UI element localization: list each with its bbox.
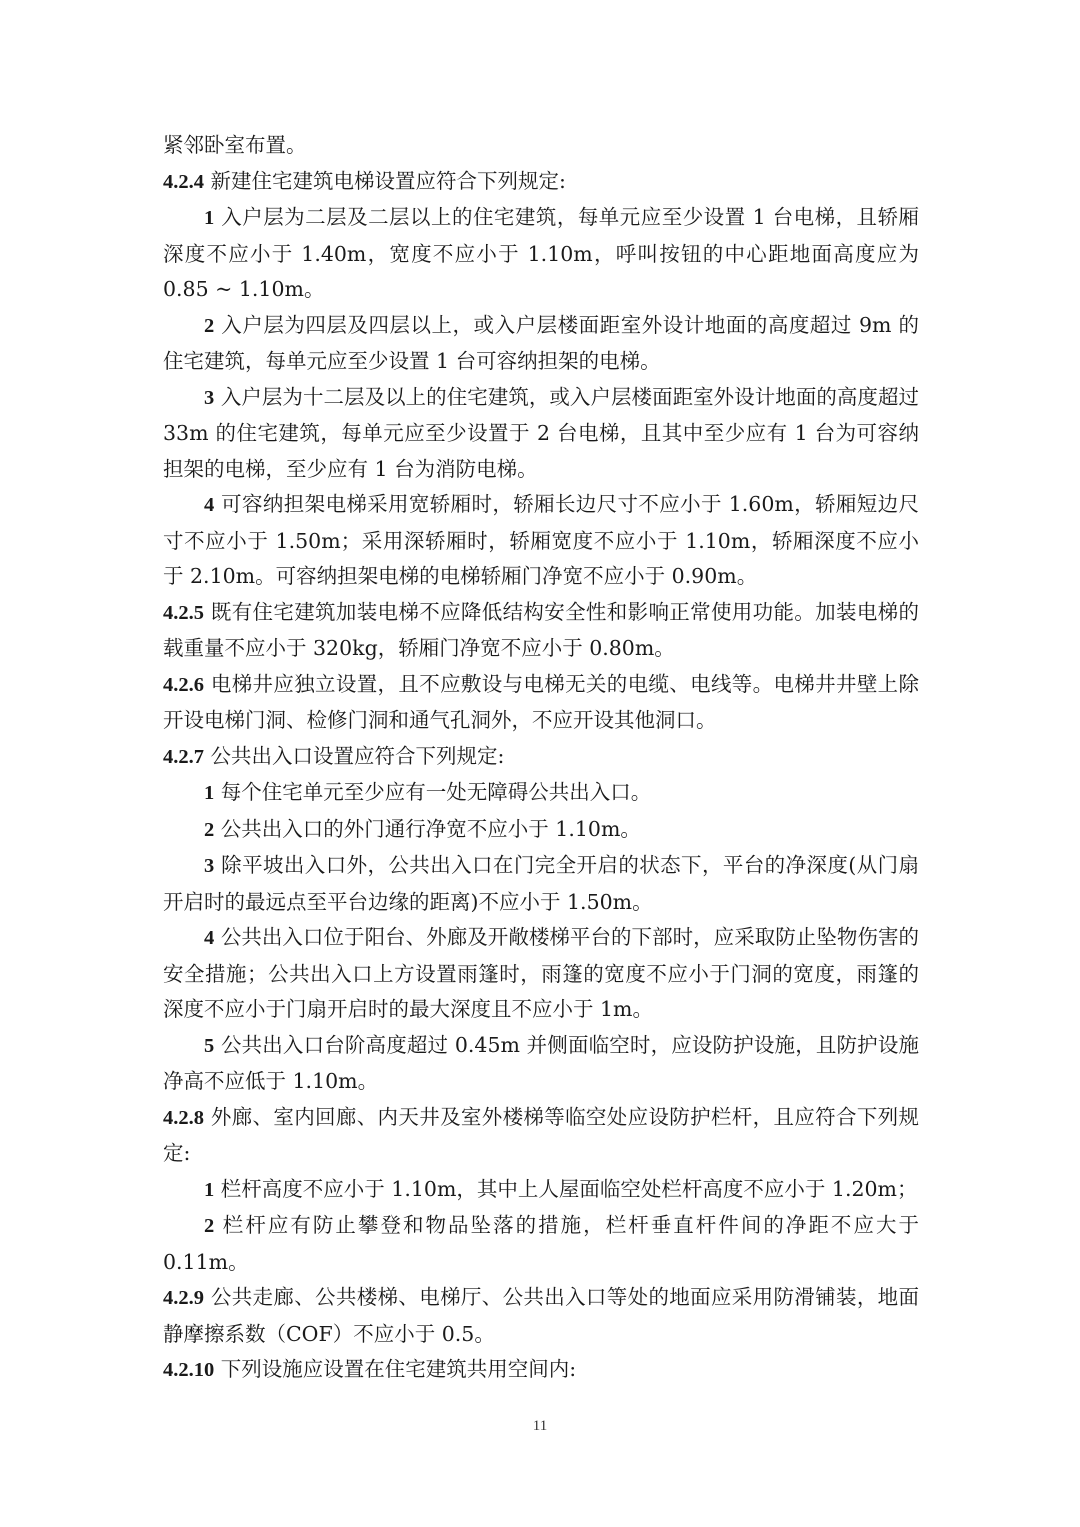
item-text: 栏杆应有防止攀登和物品坠落的措施，栏杆垂直杆件间的净距不应大于 0.11m。 <box>163 1213 919 1274</box>
item-text: 每个住宅单元至少应有一处无障碍公共出入口。 <box>220 780 652 804</box>
item-number: 2 <box>204 818 215 841</box>
item-text: 可容纳担架电梯采用宽轿厢时，轿厢长边尺寸不应小于 1.60m，轿厢短边尺寸不应小于 1.50m；采用深轿厢时，轿厢宽度不应小于 1.10m，轿厢深度不应小于 2.10m。可容纳担架电梯的电梯轿厢门净宽不应小于 0.90m。 <box>163 492 919 588</box>
item-number: 1 <box>204 782 215 804</box>
clause-text: 电梯井应独立设置，且不应敷设与电梯无关的电缆、电线等。电梯井井壁上除开设电梯门洞、检修门洞和通气孔洞外，不应开设其他洞口。 <box>163 671 919 732</box>
clause <box>163 739 919 776</box>
sub-item <box>163 1172 919 1209</box>
clause-number: 4.2.5 <box>163 601 204 624</box>
sub-item <box>163 1208 919 1280</box>
clause-number: 4.2.9 <box>163 1287 204 1309</box>
item-text: 栏杆高度不应小于 1.10m，其中上人屋面临空处栏杆高度不应小于 1.20m； <box>220 1176 918 1201</box>
item-number: 3 <box>204 386 215 409</box>
clause-text: 既有住宅建筑加装电梯不应降低结构安全性和影响正常使用功能。加装电梯的载重量不应小于 320kg，轿厢门净宽不应小于 0.80m。 <box>163 599 919 660</box>
sub-item <box>163 848 919 920</box>
clause-text: 新建住宅建筑电梯设置应符合下列规定: <box>210 168 566 193</box>
sub-item <box>163 812 919 849</box>
page-number: 11 <box>532 1418 548 1434</box>
item-number: 5 <box>204 1034 215 1057</box>
item-number: 3 <box>204 855 215 877</box>
item-number: 1 <box>204 207 215 229</box>
sub-item <box>163 775 919 812</box>
sub-item <box>163 920 919 1028</box>
item-number: 4 <box>204 494 215 516</box>
sub-item <box>163 487 919 595</box>
clause <box>163 1100 919 1172</box>
clause-text: 公共出入口设置应符合下列规定: <box>210 743 505 768</box>
clause-text: 下列设施应设置在住宅建筑共用空间内: <box>220 1357 577 1381</box>
clause-number: 4.2.8 <box>163 1106 204 1129</box>
body-text <box>163 128 919 1389</box>
item-number: 2 <box>204 314 215 337</box>
item-text: 入户层为四层及四层以上，或入户层楼面距室外设计地面的高度超过 9m 的住宅建筑，每单元应至少设置 1 台可容纳担架的电梯。 <box>163 312 919 373</box>
item-text: 入户层为二层及二层以上的住宅建筑，每单元应至少设置 1 台电梯，且轿厢深度不应小于 1.40m，宽度不应小于 1.10m，呼叫按钮的中心距地面高度应为 0.85 ~ 1.10m。 <box>163 205 919 301</box>
paragraph-text: 紧邻卧室布置。 <box>163 133 307 157</box>
clause <box>163 1280 919 1352</box>
item-number: 1 <box>204 1178 215 1201</box>
item-text: 除平坡出入口外，公共出入口在门完全开启的状态下，平台的净深度(从门扇开启时的最远点至平台边缘的距离)不应小于 1.50m。 <box>163 853 919 914</box>
clause-number: 4.2.10 <box>163 1359 215 1381</box>
item-text: 公共出入口位于阳台、外廊及开敞楼梯平台的下部时，应采取防止坠物伤害的安全措施；公共出入口上方设置雨篷时，雨篷的宽度不应小于门洞的宽度，雨篷的深度不应小于门扇开启时的最大深度且不应小于 1m。 <box>163 925 919 1021</box>
item-number: 2 <box>204 1215 215 1237</box>
item-text: 入户层为十二层及以上的住宅建筑，或入户层楼面距室外设计地面的高度超过 33m 的住宅建筑，每单元应至少设置于 2 台电梯，且其中至少应有 1 台为可容纳担架的电梯，至少应有 1 台为消防电梯。 <box>163 384 919 481</box>
sub-item <box>163 1028 919 1100</box>
sub-item <box>163 200 919 308</box>
paragraph <box>163 128 919 164</box>
clause-number: 4.2.6 <box>163 673 204 696</box>
item-number: 4 <box>204 927 215 949</box>
item-text: 公共出入口的外门通行净宽不应小于 1.10m。 <box>220 816 641 841</box>
clause <box>163 595 919 667</box>
clause <box>163 667 919 739</box>
sub-item <box>163 380 919 488</box>
clause-number: 4.2.7 <box>163 745 204 768</box>
clause-number: 4.2.4 <box>163 170 204 193</box>
clause <box>163 164 919 201</box>
sub-item <box>163 308 919 380</box>
item-text: 公共出入口台阶高度超过 0.45m 并侧面临空时，应设防护设施，且防护设施净高不应低于 1.10m。 <box>163 1032 919 1093</box>
clause-text: 公共走廊、公共楼梯、电梯厅、公共出入口等处的地面应采用防滑铺装，地面静摩擦系数（COF）不应小于 0.5。 <box>163 1285 919 1346</box>
clause-text: 外廊、室内回廊、内天井及室外楼梯等临空处应设防护栏杆，且应符合下列规定: <box>163 1104 919 1165</box>
clause <box>163 1352 919 1389</box>
